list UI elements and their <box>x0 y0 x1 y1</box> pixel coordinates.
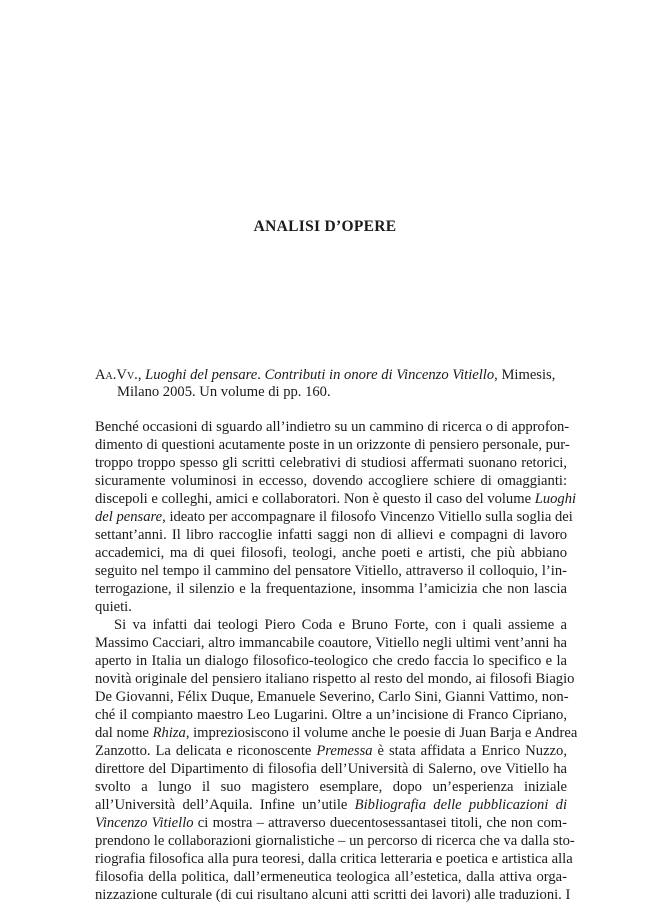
citation-publisher: , Mimesis, <box>494 367 556 383</box>
text-line: novità originale del pensiero italiano rispetto al resto del mondo, ai filosofi Biagio <box>95 671 575 687</box>
italic-title: Bibliografia delle pubblicazioni di <box>354 797 567 813</box>
text-line <box>95 742 567 760</box>
citation-subtitle: Contributi in onore di Vincenzo Vitiello <box>264 367 495 383</box>
text-line: prendono le collaborazioni giornalistiche – un percorso di ricerca che va dalla sto- <box>95 833 575 849</box>
bibliographic-entry <box>95 367 567 401</box>
italic-title: Premessa <box>316 743 373 759</box>
citation-title: Luoghi del pensare <box>145 367 258 383</box>
text-line: Massimo Cacciari, altro immancabile coautore, Vitiello negli ultimi vent’anni ha <box>95 635 567 651</box>
text-line: Si va infatti dai teologi Piero Coda e Bruno Forte, con i quali assieme a <box>114 617 567 633</box>
text-segment: dal nome <box>95 725 153 741</box>
text-line: Benché occasioni di sguardo all’indietro su un cammino di ricerca o di approfon- <box>95 419 570 435</box>
text-line: De Giovanni, Félix Duque, Emanuele Severino, Carlo Sini, Gianni Vattimo, non- <box>95 689 569 705</box>
text-line <box>95 508 573 526</box>
text-line <box>95 490 577 508</box>
text-segment: discepoli e colleghi, amici e collaboratori. Non è questo il caso del volume <box>95 491 535 507</box>
citation-sep: . <box>257 367 265 383</box>
citation-line-2: Milano 2005. Un volume di pp. 160. <box>117 384 331 400</box>
text-line <box>95 796 567 814</box>
text-line: ché il compianto maestro Leo Lugarini. Oltre a un’incisione di Franco Cipriano, <box>95 707 567 723</box>
citation-line-1 <box>95 367 567 384</box>
text-line: direttore del Dipartimento di filosofia dell’Università di Salerno, ove Vitiello ha <box>95 761 567 777</box>
text-line: dimento di questioni acutamente poste in un orizzonte di pensiero personale, pur- <box>95 437 570 453</box>
italic-title: Rhiza <box>152 725 186 741</box>
section-title: ANALISI D’OPERE <box>253 218 397 235</box>
text-line <box>95 724 578 742</box>
text-line: accademici, ma di quei filosofi, teologi, anche poeti e artisti, che più abbiano <box>95 545 567 561</box>
text-line: troppo troppo spesso gli scritti celebrativi di studiosi affermati suonano retorici, <box>95 455 567 471</box>
text-segment: all’Università dell’Aquila. Infine un’utile <box>95 797 355 813</box>
text-segment: , ideato per accompagnare il filosofo Vincenzo Vitiello sulla soglia dei <box>162 509 573 525</box>
text-line: sicuramente voluminosi in eccesso, dovendo accogliere schiere di omaggianti: <box>95 473 567 489</box>
text-segment: , impreziosiscono il volume anche le poesie di Juan Barja e Andrea <box>185 725 578 741</box>
text-line: aperto in Italia un dialogo filosofico-teologico che credo faccia lo specifico e la <box>95 653 567 669</box>
text-line: settant’anni. Il libro raccoglie infatti saggi non di allievi e compagni di lavoro <box>95 527 567 543</box>
italic-title: Luoghi <box>534 491 577 507</box>
text-line: riografia filosofica alla pura teoresi, dalla critica letteraria e poetica e artistica alla <box>95 851 573 867</box>
italic-title: Vincenzo Vitiello <box>95 815 194 831</box>
text-line: seguito nel tempo il cammino del pensatore Vitiello, attraverso il colloquio, l’in- <box>95 563 567 579</box>
text-segment: è stata affidata a Enrico Nuzzo, <box>372 743 567 759</box>
text-line: filosofia della politica, dall’ermeneutica teologica all’estetica, dalla attiva orga- <box>95 869 567 885</box>
text-segment: Zanzotto. La delicata e riconoscente <box>95 743 317 759</box>
text-line: nizzazione culturale (di cui risultano alcuni atti scritti dei lavori) alle traduzioni. I <box>95 887 571 903</box>
citation-author: Aa.Vv. <box>95 367 138 383</box>
text-line: svolto a lungo il suo magistero esemplare, dopo un’esperienza iniziale <box>95 779 567 795</box>
review-body <box>95 418 578 904</box>
citation-sep: , <box>137 367 146 383</box>
text-line: quieti. <box>95 599 132 615</box>
text-line: terrogazione, il silenzio e la frequentazione, insomma l’amicizia che non lascia <box>95 581 567 597</box>
italic-title: del pensare <box>95 509 163 525</box>
text-segment: ci mostra – attraverso duecentosessantasei titoli, che non com- <box>193 815 567 831</box>
text-line <box>95 814 567 832</box>
